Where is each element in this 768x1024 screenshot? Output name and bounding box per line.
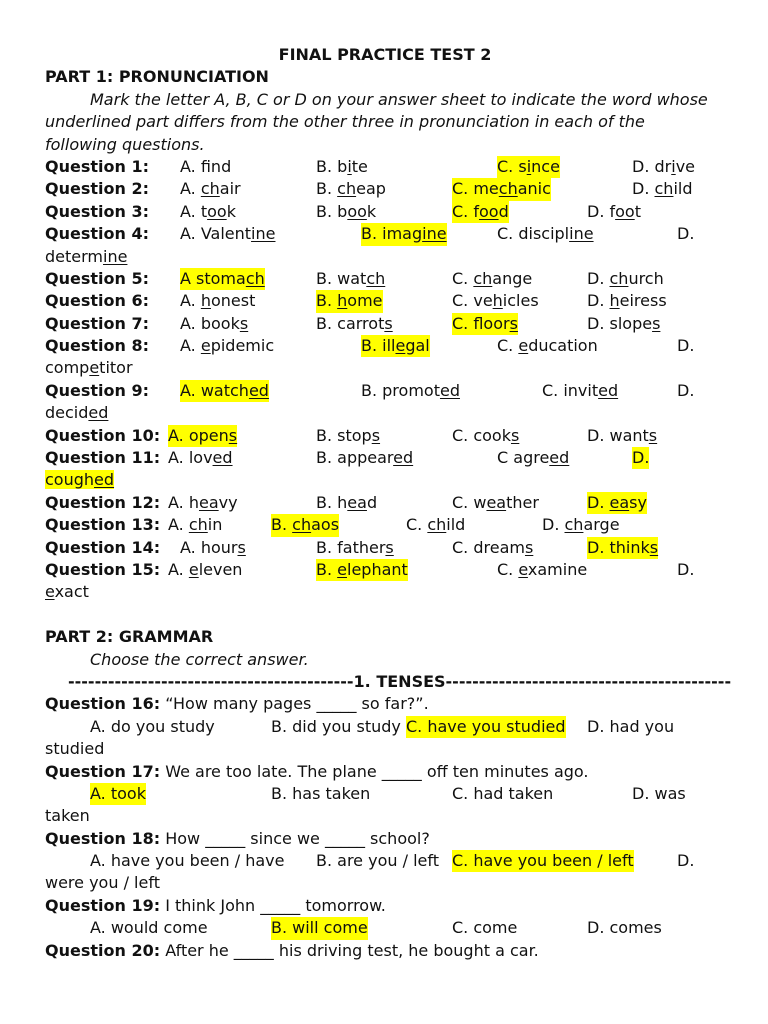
question-14 (45, 537, 725, 559)
question-2 (45, 178, 725, 200)
option-d: D. was (632, 783, 686, 803)
option-c: C. education (497, 336, 598, 356)
option-c-answer: C. since (497, 156, 560, 178)
part2-instruction: Choose the correct answer. (90, 649, 309, 669)
question-20-stem (45, 940, 725, 962)
option-c: C. had taken (452, 783, 554, 803)
question-label: Question 16: (45, 694, 161, 714)
option-a: A. honest (180, 291, 256, 311)
option-c-answer: C. have you been / left (452, 850, 634, 872)
question-6 (45, 290, 725, 312)
question-17-wrap: taken (45, 806, 90, 826)
question-17-stem (45, 761, 725, 783)
question-4-wrap: determine (45, 246, 128, 266)
question-text: “How many pages _____ so far?”. (160, 694, 429, 714)
part1-instruction-line-2: underlined part differs from the other three in pronunciation in each of the (45, 112, 645, 132)
question-label: Question 6: (45, 291, 149, 311)
option-a-answer: A stomach (180, 268, 265, 290)
option-d: D. comes (587, 918, 662, 938)
question-7 (45, 313, 725, 335)
option-b: B. bite (316, 156, 368, 176)
question-3 (45, 201, 725, 223)
option-b: B. watch (316, 268, 386, 288)
option-c: C. examine (497, 559, 588, 579)
option-a: A. chair (180, 179, 241, 199)
question-label: Question 20: (45, 940, 161, 960)
option-b-answer: B. home (316, 290, 383, 312)
part1-heading: PART 1: PRONUNCIATION (45, 67, 269, 87)
option-b-answer: B. imagine (361, 223, 447, 245)
question-8-wrap: competitor (45, 358, 133, 378)
question-9 (45, 380, 725, 402)
option-d-answer: D. (632, 447, 649, 469)
question-text: I think John _____ tomorrow. (160, 895, 386, 915)
option-c-answer: C. have you studied (406, 716, 566, 738)
question-label: Question 18: (45, 828, 161, 848)
option-d: D. wants (587, 425, 658, 445)
option-b: B. promoted (361, 380, 460, 400)
option-d: D. (677, 380, 695, 400)
question-18-stem (45, 828, 725, 850)
option-a: A. have you been / have (90, 851, 285, 871)
option-d: D. (677, 224, 695, 244)
question-19-options (45, 917, 725, 939)
question-label: Question 3: (45, 201, 149, 221)
option-b: B. stops (316, 425, 381, 445)
option-c-answer: C. floors (452, 313, 518, 335)
question-label: Question 4: (45, 224, 149, 244)
option-a: A. would come (90, 918, 208, 938)
part1-instruction-line-3: following questions. (45, 134, 205, 154)
option-a: A. chin (168, 515, 223, 535)
option-b: B. fathers (316, 537, 394, 557)
question-text: How _____ since we _____ school? (160, 828, 430, 848)
question-8 (45, 335, 725, 357)
option-b: B. are you / left (316, 851, 439, 871)
spacer (45, 604, 725, 626)
question-18-options (45, 850, 725, 872)
question-text: After he _____ his driving test, he bought a car. (160, 940, 539, 960)
option-d: D. charge (542, 515, 620, 535)
question-18-wrap: were you / left (45, 873, 160, 893)
option-d: D. (677, 851, 695, 871)
option-c: C. discipline (497, 224, 594, 244)
option-d: D. (677, 559, 695, 579)
question-19-stem (45, 895, 725, 917)
option-c: C. change (452, 268, 533, 288)
option-a: A. fnd (180, 156, 232, 176)
option-a: A. eleven (168, 559, 243, 579)
worksheet (45, 44, 732, 962)
option-a: A. heavy (168, 492, 238, 512)
option-d: D. drive (632, 156, 695, 176)
option-c: C. weather (452, 492, 539, 512)
question-label: Question 10: (45, 425, 161, 445)
part2-heading: PART 2: GRAMMAR (45, 627, 214, 647)
option-a: A. do you study (90, 716, 215, 736)
question-11-wrap: coughed (45, 470, 115, 490)
option-a-answer: A. watched (180, 380, 269, 402)
option-a: A. hours (180, 537, 246, 557)
question-11 (45, 447, 725, 469)
option-d: D. (677, 336, 695, 356)
pronunciation-questions (45, 156, 725, 604)
question-5 (45, 268, 725, 290)
option-b: B. has taken (271, 783, 371, 803)
question-10 (45, 425, 725, 447)
question-label: Question 5: (45, 268, 149, 288)
option-a-answer: A. opens (168, 425, 237, 447)
question-15-wrap: exact (45, 582, 89, 602)
option-c: C. child (406, 515, 466, 535)
option-b: B. did you study (271, 716, 401, 736)
option-b-answer: B. illegal (361, 335, 430, 357)
question-13 (45, 514, 725, 536)
option-c: C agreed (497, 448, 570, 468)
question-label: Question 19: (45, 895, 161, 915)
option-b: B. appeared (316, 448, 414, 468)
question-label: Question 9: (45, 380, 149, 400)
option-b: B. book (316, 201, 377, 221)
option-c: C. dreams (452, 537, 534, 557)
option-b-answer: B. elephant (316, 559, 408, 581)
option-c-answer: C. mechanic (452, 178, 551, 200)
question-label: Question 11: (45, 448, 161, 468)
test-title: FINAL PRACTICE TEST 2 (278, 45, 492, 64)
question-1 (45, 156, 725, 178)
question-9-wrap: decided (45, 403, 109, 423)
question-15 (45, 559, 725, 581)
question-label: Question 12: (45, 492, 161, 512)
option-c: C. come (452, 918, 518, 938)
option-b: B. carrots (316, 313, 393, 333)
question-12 (45, 492, 725, 514)
question-16-options (45, 716, 725, 738)
part1-instruction-line-1: Mark the letter A, B, C or D on your answer sheet to indicate the word whose (90, 89, 708, 109)
option-d: D. slopes (587, 313, 661, 333)
option-a: A. Valentine (180, 224, 276, 244)
option-c-answer: C. food (452, 201, 509, 223)
option-b-answer: B. chaos (271, 514, 339, 536)
option-d-answer: D. thinks (587, 537, 658, 559)
option-d: D. had you (587, 716, 675, 736)
question-16-stem (45, 693, 725, 715)
question-16-wrap: studied (45, 739, 105, 759)
option-b: B. head (316, 492, 378, 512)
question-label: Question 8: (45, 336, 149, 356)
section-tenses: -------------------------------------------1. TENSES------------------------------------------- (68, 671, 732, 691)
question-label: Question 15: (45, 559, 161, 579)
question-label: Question 17: (45, 761, 161, 781)
option-a: A. epidemic (180, 336, 275, 356)
question-label: Question 13: (45, 515, 161, 535)
option-d: D. child (632, 179, 693, 199)
option-a: A. took (180, 201, 236, 221)
question-text: We are too late. The plane _____ off ten minutes ago. (160, 761, 589, 781)
question-17-options (45, 783, 725, 805)
option-c: C. invited (542, 380, 619, 400)
question-label: Question 1: (45, 156, 149, 176)
question-label: Question 2: (45, 179, 149, 199)
question-4 (45, 223, 725, 245)
option-a: A. books (180, 313, 249, 333)
question-label: Question 14: (45, 537, 161, 557)
option-d: D. heiress (587, 291, 667, 311)
option-a-answer: A. took (90, 783, 146, 805)
question-label: Question 7: (45, 313, 149, 333)
option-d-answer: D. easy (587, 492, 647, 514)
option-b-answer: B. will come (271, 917, 368, 939)
option-d: D. church (587, 268, 664, 288)
option-c: C. vehicles (452, 291, 539, 311)
option-b: B. cheap (316, 179, 386, 199)
option-c: C. cooks (452, 425, 520, 445)
option-d: D. foot (587, 201, 641, 221)
option-a: A. loved (168, 448, 233, 468)
